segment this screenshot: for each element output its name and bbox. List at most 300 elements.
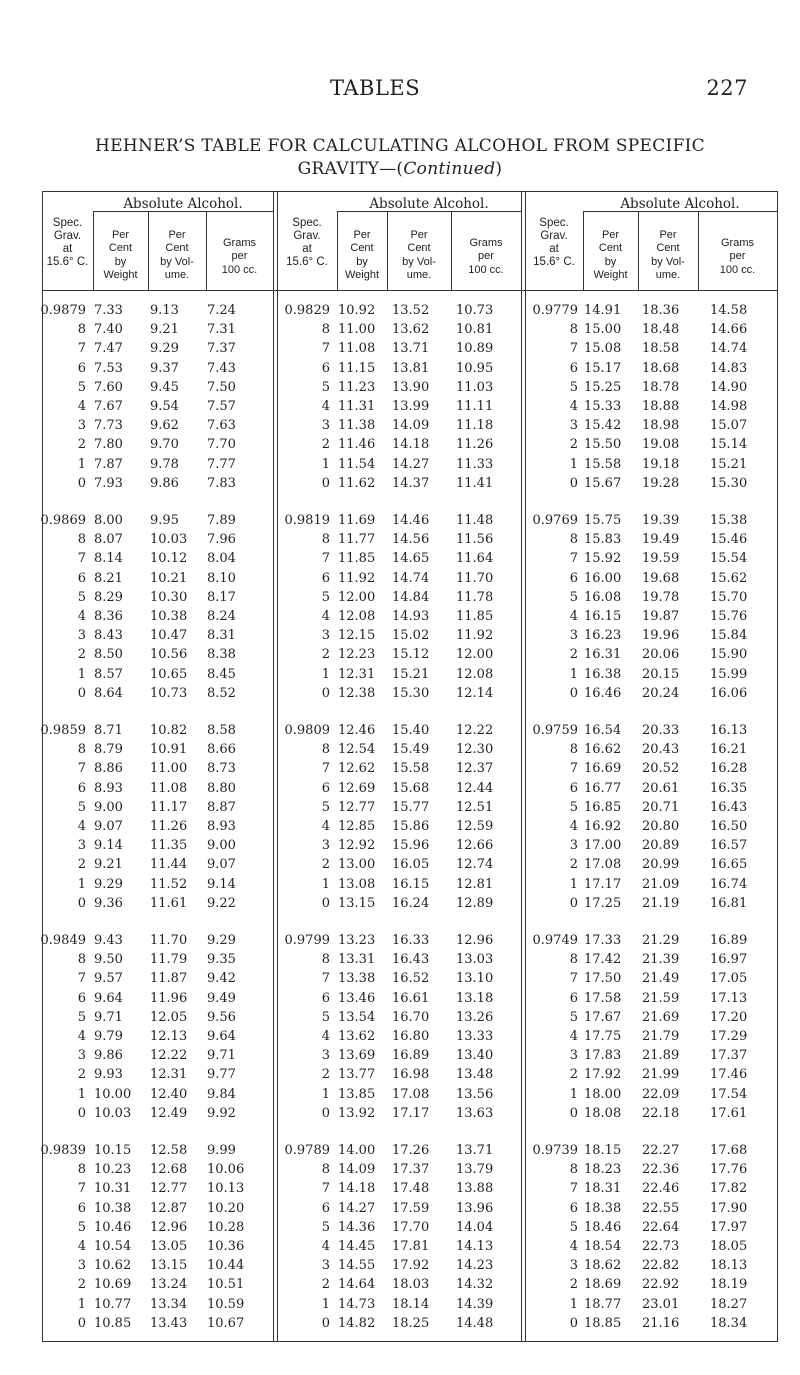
pct-weight-cell: 18.77 <box>584 1296 622 1312</box>
grams-per-100cc-cell: 8.73 <box>207 761 236 777</box>
pct-volume-cell: 19.49 <box>642 532 680 548</box>
pct-weight-cell: 16.69 <box>584 761 622 777</box>
pct-volume-cell: 15.58 <box>392 761 430 777</box>
pct-volume-cell: 13.99 <box>392 399 430 414</box>
grams-per-100cc-cell: 17.29 <box>710 1029 748 1044</box>
pct-weight-cell: 13.23 <box>338 933 376 948</box>
spec-grav-cell: 2 <box>321 1277 330 1293</box>
grams-per-100cc-cell: 13.56 <box>456 1086 494 1102</box>
pct-volume-cell: 12.31 <box>150 1067 188 1083</box>
pct-weight-cell: 14.64 <box>338 1277 376 1293</box>
grams-per-100cc-header: Grams per 100 cc. <box>468 237 504 276</box>
pct-volume-cell: 13.71 <box>392 341 430 357</box>
spec-grav-cell: 4 <box>77 1239 86 1254</box>
spec-grav-cell: 0.9759 <box>532 723 578 738</box>
pct-volume-cell: 12.49 <box>150 1105 188 1121</box>
pct-volume-cell: 17.70 <box>392 1219 430 1235</box>
grams-per-100cc-cell: 8.45 <box>207 666 236 682</box>
spec-grav-cell: 6 <box>77 990 86 1006</box>
table-row <box>42 1143 778 1162</box>
grams-per-100cc-cell: 18.27 <box>710 1296 748 1312</box>
pct-volume-cell: 13.62 <box>392 322 430 338</box>
grams-per-100cc-cell: 7.77 <box>207 456 236 472</box>
pct-volume-cell: 22.09 <box>642 1086 680 1102</box>
spec-grav-cell: 7 <box>321 761 330 777</box>
spec-grav-cell: 3 <box>77 628 86 644</box>
spec-grav-cell: 3 <box>77 1048 86 1064</box>
table-row <box>42 1048 778 1067</box>
grams-per-100cc-cell: 14.04 <box>456 1219 494 1235</box>
table-row <box>42 781 778 800</box>
grams-per-100cc-cell: 8.66 <box>207 742 236 758</box>
pct-volume-cell: 14.46 <box>392 513 430 528</box>
grams-per-100cc-cell: 17.05 <box>710 971 748 987</box>
table-row <box>42 761 778 780</box>
spec-grav-cell: 1 <box>77 456 86 472</box>
grams-per-100cc-cell: 15.46 <box>710 532 748 548</box>
grams-per-100cc-cell: 16.65 <box>710 857 748 873</box>
spec-grav-cell: 3 <box>569 1258 578 1274</box>
pct-weight-cell: 9.07 <box>94 819 123 834</box>
table-row <box>42 590 778 609</box>
table-row <box>42 1258 778 1277</box>
pct-volume-cell: 21.99 <box>642 1067 680 1083</box>
table-row <box>42 896 778 915</box>
pct-weight-cell: 13.77 <box>338 1067 376 1083</box>
pct-volume-cell: 10.73 <box>150 685 188 701</box>
pct-weight-cell: 9.64 <box>94 990 123 1006</box>
pct-weight-cell: 13.85 <box>338 1086 376 1102</box>
pct-weight-cell: 11.08 <box>338 341 376 357</box>
grams-per-100cc-cell: 14.83 <box>710 360 748 376</box>
spec-grav-cell: 6 <box>569 570 578 586</box>
pct-weight-cell: 9.71 <box>94 1009 123 1025</box>
spec-grav-cell: 2 <box>569 1277 578 1293</box>
spec-grav-cell: 7 <box>77 971 86 987</box>
spec-grav-cell: 8 <box>77 952 86 968</box>
spec-grav-cell: 4 <box>569 819 578 834</box>
pct-volume-cell: 18.14 <box>392 1296 430 1312</box>
pct-weight-cell: 16.08 <box>584 589 622 605</box>
grams-per-100cc-cell: 15.38 <box>710 513 748 528</box>
pct-volume-cell: 18.58 <box>642 341 680 357</box>
spec-grav-cell: 5 <box>569 799 578 815</box>
grams-per-100cc-cell: 15.99 <box>710 666 748 682</box>
grams-per-100cc-cell: 10.20 <box>207 1200 245 1216</box>
spec-grav-cell: 6 <box>569 360 578 376</box>
pct-volume-cell: 21.16 <box>642 1315 680 1331</box>
pct-weight-cell: 7.60 <box>94 379 123 395</box>
grams-per-100cc-cell: 14.98 <box>710 399 748 414</box>
grams-per-100cc-cell: 8.52 <box>207 685 236 701</box>
spec-grav-cell: 0.9769 <box>532 513 578 528</box>
spec-grav-cell: 8 <box>569 952 578 968</box>
spec-grav-cell: 1 <box>569 876 578 892</box>
grams-per-100cc-cell: 17.54 <box>710 1086 748 1102</box>
spec-grav-cell: 2 <box>569 1067 578 1083</box>
grams-per-100cc-cell: 7.24 <box>207 303 236 318</box>
grams-per-100cc-cell: 13.71 <box>456 1143 494 1158</box>
spec-grav-cell: 0 <box>77 1105 86 1121</box>
pct-weight-cell: 12.92 <box>338 838 376 854</box>
spec-grav-cell: 1 <box>569 666 578 682</box>
pct-weight-cell: 13.46 <box>338 990 376 1006</box>
pct-weight-cell: 9.14 <box>94 838 123 854</box>
spec-grav-cell: 5 <box>569 589 578 605</box>
grams-per-100cc-cell: 11.70 <box>456 570 494 586</box>
pct-volume-cell: 18.88 <box>642 399 680 414</box>
pct-volume-cell: 9.45 <box>150 379 179 395</box>
pct-weight-cell: 18.38 <box>584 1200 622 1216</box>
grams-per-100cc-cell: 9.22 <box>207 895 236 911</box>
pct-weight-cell: 16.31 <box>584 647 622 663</box>
pct-volume-cell: 15.77 <box>392 799 430 815</box>
spec-grav-cell: 1 <box>321 1296 330 1312</box>
pct-volume-cell: 10.03 <box>150 532 188 548</box>
pct-volume-cell: 22.27 <box>642 1143 680 1158</box>
spec-grav-cell: 8 <box>569 742 578 758</box>
pct-volume-cell: 19.28 <box>642 475 680 491</box>
pct-volume-cell: 14.56 <box>392 532 430 548</box>
spec-grav-cell: 4 <box>321 1029 330 1044</box>
pct-weight-cell: 9.29 <box>94 876 123 892</box>
pct-volume-cell: 22.36 <box>642 1162 680 1178</box>
pct-volume-cell: 11.87 <box>150 971 188 987</box>
table-row <box>42 399 778 418</box>
spec-grav-cell: 0.9859 <box>40 723 86 738</box>
pct-volume-cell: 13.81 <box>392 360 430 376</box>
grams-per-100cc-cell: 13.03 <box>456 952 494 968</box>
grams-per-100cc-cell: 14.58 <box>710 303 748 318</box>
spec-grav-cell: 1 <box>569 456 578 472</box>
grams-per-100cc-cell: 14.48 <box>456 1315 494 1331</box>
grams-per-100cc-cell: 9.07 <box>207 857 236 873</box>
spec-grav-cell: 5 <box>321 799 330 815</box>
pct-weight-cell: 12.23 <box>338 647 376 663</box>
pct-volume-cell: 23.01 <box>642 1296 680 1312</box>
grams-per-100cc-cell: 7.37 <box>207 341 236 357</box>
grams-per-100cc-cell: 9.49 <box>207 990 236 1006</box>
spec-grav-cell: 6 <box>569 990 578 1006</box>
spec-grav-cell: 1 <box>77 876 86 892</box>
grams-per-100cc-cell: 10.51 <box>207 1277 245 1293</box>
spec-grav-cell: 0 <box>569 1105 578 1121</box>
spec-grav-cell: 2 <box>321 647 330 663</box>
pct-weight-cell: 18.08 <box>584 1105 622 1121</box>
pct-weight-cell: 14.55 <box>338 1258 376 1274</box>
pct-weight-cell: 12.31 <box>338 666 376 682</box>
grams-per-100cc-cell: 12.81 <box>456 876 494 892</box>
pct-volume-cell: 15.96 <box>392 838 430 854</box>
pct-volume-cell: 17.37 <box>392 1162 430 1178</box>
spec-grav-cell: 2 <box>321 437 330 453</box>
pct-volume-cell: 14.37 <box>392 475 430 491</box>
pct-weight-cell: 15.25 <box>584 379 622 395</box>
spec-grav-cell: 7 <box>321 1181 330 1197</box>
grams-per-100cc-cell: 13.10 <box>456 971 494 987</box>
pct-weight-cell: 11.38 <box>338 418 376 434</box>
spec-grav-cell: 8 <box>77 1162 86 1178</box>
spec-grav-header: Spec. Grav. at 15.6° C. <box>46 217 89 268</box>
spec-grav-cell: 5 <box>321 1219 330 1235</box>
table-row <box>42 303 778 322</box>
pct-volume-cell: 17.81 <box>392 1239 430 1254</box>
spec-grav-cell: 7 <box>321 551 330 567</box>
pct-volume-cell: 18.78 <box>642 379 680 395</box>
spec-grav-cell: 7 <box>569 1181 578 1197</box>
pct-volume-cell: 16.05 <box>392 857 430 873</box>
pct-volume-cell: 21.69 <box>642 1009 680 1025</box>
pct-volume-cell: 11.35 <box>150 838 188 854</box>
pct-volume-cell: 15.68 <box>392 780 430 796</box>
grams-per-100cc-cell: 9.14 <box>207 876 236 892</box>
spec-grav-cell: 8 <box>569 322 578 338</box>
grams-per-100cc-cell: 12.22 <box>456 723 494 738</box>
grams-per-100cc-cell: 16.57 <box>710 838 748 854</box>
grams-per-100cc-cell: 10.28 <box>207 1219 245 1235</box>
grams-per-100cc-cell: 17.76 <box>710 1162 748 1178</box>
pct-volume-cell: 12.58 <box>150 1143 188 1158</box>
pct-volume-cell: 15.49 <box>392 742 430 758</box>
spec-grav-header: Spec. Grav. at 15.6° C. <box>533 217 575 268</box>
spec-grav-cell: 4 <box>77 1029 86 1044</box>
spec-grav-cell: 4 <box>569 609 578 624</box>
pct-volume-cell: 10.38 <box>150 609 188 624</box>
pct-weight-cell: 10.92 <box>338 303 376 318</box>
grams-per-100cc-cell: 16.43 <box>710 799 748 815</box>
spec-grav-cell: 3 <box>569 628 578 644</box>
pct-weight-cell: 13.92 <box>338 1105 376 1121</box>
grams-per-100cc-cell: 9.99 <box>207 1143 236 1158</box>
grams-per-100cc-cell: 13.96 <box>456 1200 494 1216</box>
grams-per-100cc-cell: 12.89 <box>456 895 494 911</box>
pct-weight-cell: 13.31 <box>338 952 376 968</box>
table-row <box>42 1010 778 1029</box>
spec-grav-cell: 7 <box>569 971 578 987</box>
pct-weight-cell: 12.54 <box>338 742 376 758</box>
spec-grav-cell: 2 <box>321 857 330 873</box>
absolute-alcohol-heading: Absolute Alcohol. <box>123 196 243 212</box>
pct-weight-cell: 12.69 <box>338 780 376 796</box>
pct-volume-cell: 21.09 <box>642 876 680 892</box>
table-row <box>42 857 778 876</box>
grams-per-100cc-cell: 14.13 <box>456 1239 494 1254</box>
pct-weight-cell: 7.93 <box>94 475 123 491</box>
pct-volume-cell: 15.40 <box>392 723 430 738</box>
spec-grav-cell: 6 <box>321 570 330 586</box>
grams-per-100cc-cell: 16.13 <box>710 723 748 738</box>
grams-per-100cc-cell: 11.03 <box>456 379 494 395</box>
pct-weight-cell: 12.00 <box>338 589 376 605</box>
table-row <box>42 800 778 819</box>
grams-per-100cc-cell: 8.38 <box>207 647 236 663</box>
pct-volume-cell: 21.19 <box>642 895 680 911</box>
pct-volume-cell: 18.98 <box>642 418 680 434</box>
spec-grav-cell: 8 <box>321 1162 330 1178</box>
table-row <box>42 1181 778 1200</box>
spec-grav-cell: 2 <box>77 1067 86 1083</box>
pct-weight-cell: 10.69 <box>94 1277 132 1293</box>
grams-per-100cc-cell: 16.74 <box>710 876 748 892</box>
table-row <box>42 609 778 628</box>
grams-per-100cc-cell: 12.37 <box>456 761 494 777</box>
pct-weight-cell: 18.69 <box>584 1277 622 1293</box>
grams-per-100cc-cell: 12.74 <box>456 857 494 873</box>
pct-weight-cell: 9.93 <box>94 1067 123 1083</box>
spec-grav-cell: 6 <box>321 360 330 376</box>
grams-per-100cc-cell: 7.70 <box>207 437 236 453</box>
pct-volume-cell: 21.59 <box>642 990 680 1006</box>
pct-volume-cell: 16.24 <box>392 895 430 911</box>
pct-weight-cell: 9.43 <box>94 933 123 948</box>
pct-weight-cell: 15.58 <box>584 456 622 472</box>
grams-per-100cc-cell: 18.34 <box>710 1315 748 1331</box>
grams-per-100cc-cell: 13.33 <box>456 1029 494 1044</box>
per-cent-volume-header: Per Cent by Vol- ume. <box>160 229 194 281</box>
pct-volume-cell: 12.87 <box>150 1200 188 1216</box>
pct-weight-cell: 10.00 <box>94 1086 132 1102</box>
per-cent-volume-header: Per Cent by Vol- ume. <box>402 229 436 281</box>
absolute-alcohol-heading: Absolute Alcohol. <box>620 196 740 212</box>
pct-weight-cell: 8.36 <box>94 609 123 624</box>
pct-weight-cell: 10.38 <box>94 1200 132 1216</box>
spec-grav-cell: 4 <box>569 399 578 414</box>
spec-grav-cell: 0.9749 <box>532 933 578 948</box>
grams-per-100cc-cell: 17.46 <box>710 1067 748 1083</box>
spec-grav-cell: 0.9839 <box>40 1143 86 1158</box>
pct-volume-cell: 11.00 <box>150 761 188 777</box>
spec-grav-cell: 5 <box>77 799 86 815</box>
table-row <box>42 742 778 761</box>
pct-weight-cell: 10.85 <box>94 1315 132 1331</box>
table-caption-line1: HEHNER’S TABLE FOR CALCULATING ALCOHOL FROM SPECIFIC <box>95 136 705 156</box>
pct-weight-cell: 13.15 <box>338 895 376 911</box>
pct-weight-cell: 14.36 <box>338 1219 376 1235</box>
grams-per-100cc-cell: 18.05 <box>710 1239 748 1254</box>
grams-per-100cc-cell: 9.84 <box>207 1086 236 1102</box>
pct-weight-cell: 9.86 <box>94 1048 123 1064</box>
pct-weight-cell: 18.31 <box>584 1181 622 1197</box>
spec-grav-cell: 2 <box>569 437 578 453</box>
grams-per-100cc-cell: 17.37 <box>710 1048 748 1064</box>
pct-volume-cell: 11.61 <box>150 895 188 911</box>
pct-volume-cell: 19.08 <box>642 437 680 453</box>
grams-per-100cc-cell: 11.41 <box>456 475 494 491</box>
grams-per-100cc-cell: 10.13 <box>207 1181 245 1197</box>
header-bottom-rule <box>42 290 778 291</box>
grams-per-100cc-cell: 9.92 <box>207 1105 236 1121</box>
grams-per-100cc-cell: 10.81 <box>456 322 494 338</box>
grams-per-100cc-cell: 12.51 <box>456 799 494 815</box>
spec-grav-cell: 6 <box>321 990 330 1006</box>
table-row <box>42 686 778 705</box>
pct-weight-cell: 13.08 <box>338 876 376 892</box>
pct-weight-cell: 7.53 <box>94 360 123 376</box>
grams-per-100cc-cell: 7.31 <box>207 322 236 338</box>
table-row <box>42 551 778 570</box>
pct-weight-cell: 18.15 <box>584 1143 622 1158</box>
pct-weight-cell: 15.08 <box>584 341 622 357</box>
grams-per-100cc-cell: 7.96 <box>207 532 236 548</box>
pct-weight-cell: 13.69 <box>338 1048 376 1064</box>
pct-volume-cell: 10.21 <box>150 570 188 586</box>
grams-per-100cc-cell: 10.06 <box>207 1162 245 1178</box>
spec-grav-cell: 1 <box>321 876 330 892</box>
pct-weight-cell: 11.62 <box>338 475 376 491</box>
spec-grav-cell: 7 <box>321 341 330 357</box>
table-row <box>42 1087 778 1106</box>
pct-weight-cell: 14.45 <box>338 1239 376 1254</box>
grams-per-100cc-cell: 11.11 <box>456 399 494 414</box>
table-row <box>42 380 778 399</box>
pct-volume-cell: 10.82 <box>150 723 188 738</box>
grams-per-100cc-cell: 17.20 <box>710 1009 748 1025</box>
spec-grav-cell: 8 <box>321 742 330 758</box>
table-row <box>42 667 778 686</box>
table-row <box>42 341 778 360</box>
table-row <box>42 647 778 666</box>
table-row <box>42 1220 778 1239</box>
grams-per-100cc-cell: 14.23 <box>456 1258 494 1274</box>
pct-weight-cell: 13.54 <box>338 1009 376 1025</box>
grams-per-100cc-cell: 16.35 <box>710 780 748 796</box>
spec-grav-cell: 0.9849 <box>40 933 86 948</box>
pct-volume-cell: 20.15 <box>642 666 680 682</box>
spec-grav-cell: 5 <box>321 589 330 605</box>
pct-weight-cell: 12.77 <box>338 799 376 815</box>
grams-per-100cc-cell: 8.80 <box>207 780 236 796</box>
grams-per-100cc-cell: 15.54 <box>710 551 748 567</box>
grams-per-100cc-cell: 11.26 <box>456 437 494 453</box>
pct-volume-cell: 16.15 <box>392 876 430 892</box>
grams-per-100cc-cell: 18.19 <box>710 1277 748 1293</box>
spec-grav-cell: 8 <box>321 532 330 548</box>
table-row <box>42 476 778 495</box>
spec-grav-cell: 5 <box>77 589 86 605</box>
pct-volume-cell: 21.39 <box>642 952 680 968</box>
spec-grav-cell: 8 <box>569 1162 578 1178</box>
pct-weight-cell: 10.62 <box>94 1258 132 1274</box>
pct-volume-cell: 14.74 <box>392 570 430 586</box>
grams-per-100cc-cell: 9.64 <box>207 1029 236 1044</box>
pct-weight-cell: 7.33 <box>94 303 123 318</box>
pct-weight-cell: 14.27 <box>338 1200 376 1216</box>
pct-weight-cell: 8.57 <box>94 666 123 682</box>
grams-per-100cc-cell: 9.35 <box>207 952 236 968</box>
pct-volume-cell: 9.62 <box>150 418 179 434</box>
spec-grav-cell: 1 <box>321 666 330 682</box>
spec-grav-cell: 0 <box>321 685 330 701</box>
pct-weight-cell: 14.18 <box>338 1181 376 1197</box>
spec-grav-cell: 7 <box>77 1181 86 1197</box>
spec-grav-cell: 5 <box>77 379 86 395</box>
spec-grav-cell: 1 <box>77 1296 86 1312</box>
pct-weight-cell: 18.23 <box>584 1162 622 1178</box>
pct-volume-cell: 9.13 <box>150 303 179 318</box>
spec-grav-cell: 2 <box>569 647 578 663</box>
grams-per-100cc-cell: 11.48 <box>456 513 494 528</box>
grams-per-100cc-cell: 11.78 <box>456 589 494 605</box>
pct-weight-cell: 11.69 <box>338 513 376 528</box>
grams-per-100cc-cell: 17.68 <box>710 1143 748 1158</box>
pct-weight-cell: 17.42 <box>584 952 622 968</box>
grams-per-100cc-cell: 10.89 <box>456 341 494 357</box>
pct-volume-cell: 15.86 <box>392 819 430 834</box>
grams-per-100cc-cell: 10.67 <box>207 1315 245 1331</box>
table-row <box>42 1201 778 1220</box>
pct-volume-cell: 11.96 <box>150 990 188 1006</box>
pct-volume-cell: 11.44 <box>150 857 188 873</box>
